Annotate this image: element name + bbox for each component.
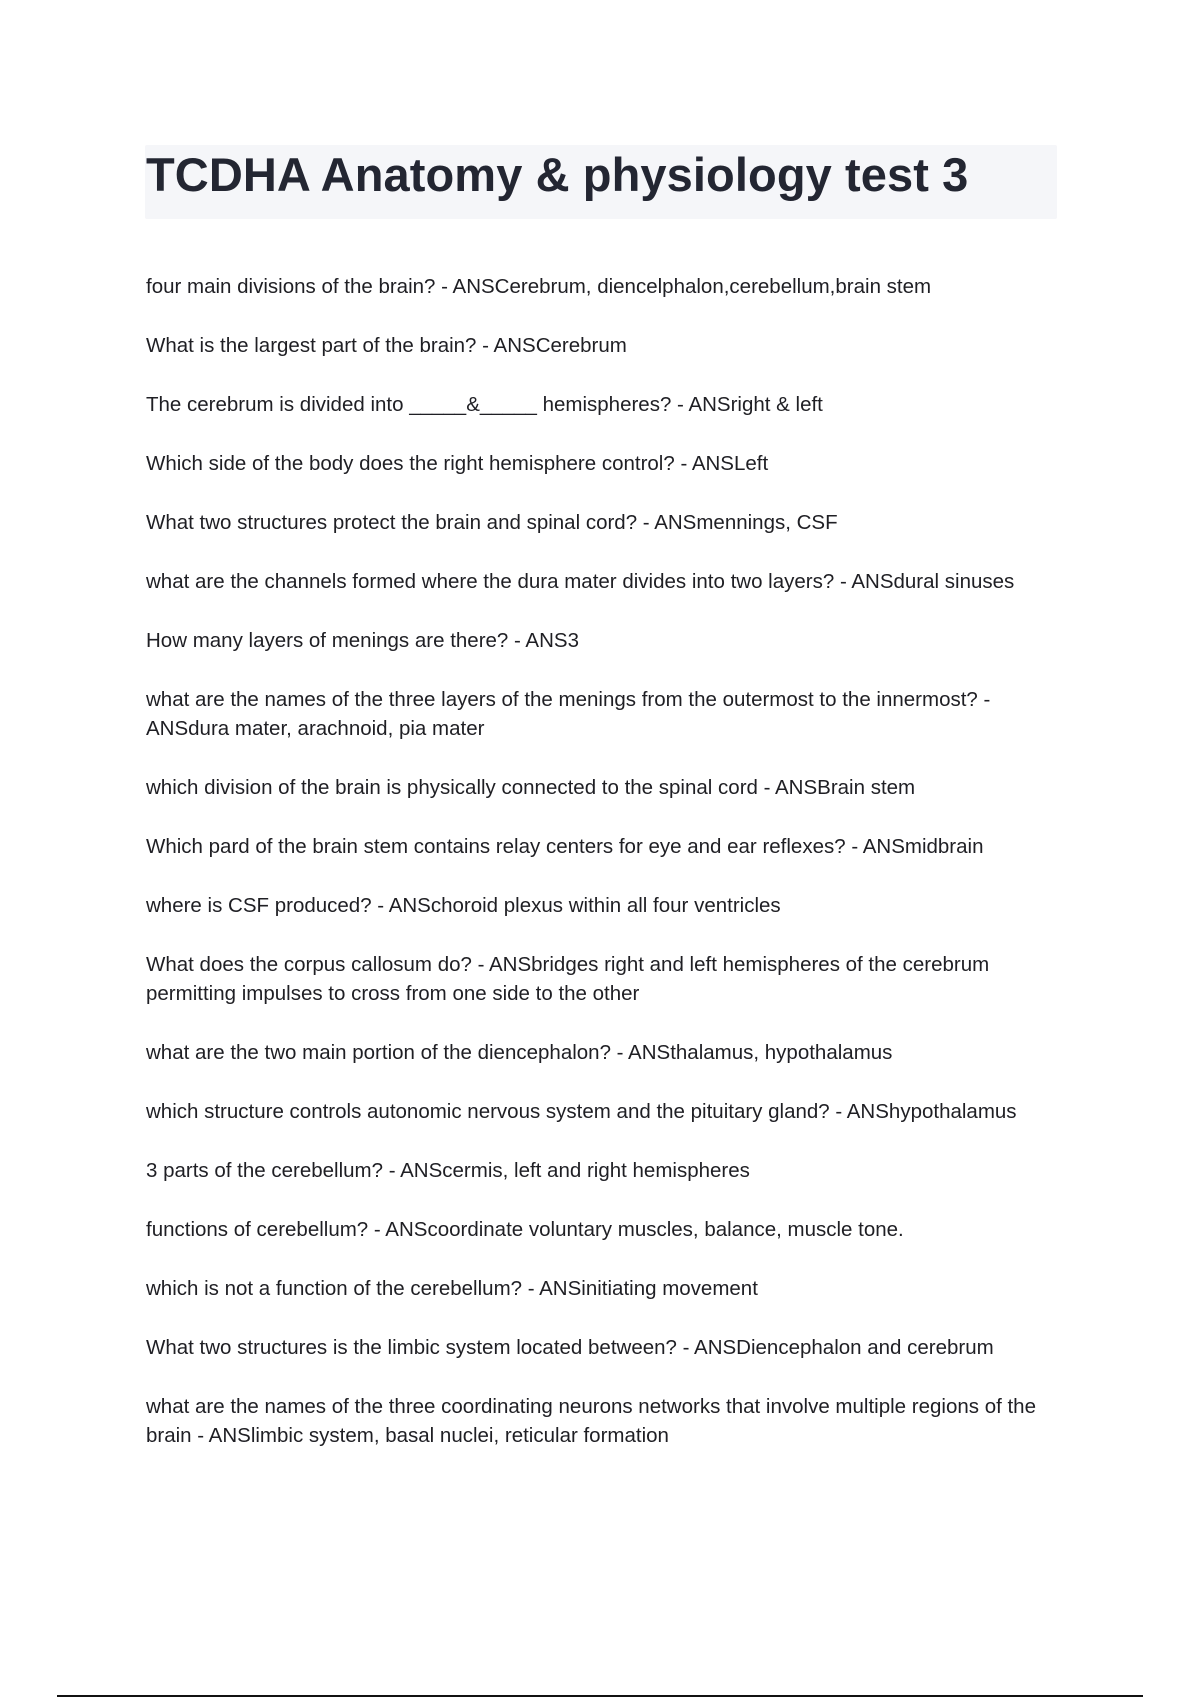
qa-item: which structure controls autonomic nervous system and the pituitary gland? - ANShypothalamus bbox=[146, 1100, 1017, 1123]
qa-item: four main divisions of the brain? - ANSCerebrum, diencelphalon,cerebellum,brain stem bbox=[146, 275, 932, 298]
qa-item: Which side of the body does the right hemisphere control? - ANSLeft bbox=[146, 452, 769, 475]
qa-item: What two structures protect the brain and spinal cord? - ANSmennings, CSF bbox=[146, 511, 838, 534]
qa-item: functions of cerebellum? - ANScoordinate voluntary muscles, balance, muscle tone. bbox=[146, 1218, 904, 1241]
qa-item: what are the names of the three coordinating neurons networks that involve multiple regions of the brain - ANSlimbic system, basal nuclei, reticular formation bbox=[146, 1395, 1036, 1447]
qa-item: What two structures is the limbic system located between? - ANSDiencephalon and cerebrum bbox=[146, 1336, 994, 1359]
qa-item: 3 parts of the cerebellum? - ANScermis, left and right hemispheres bbox=[146, 1159, 750, 1182]
qa-item: The cerebrum is divided into _____&_____ hemispheres? - ANSright & left bbox=[146, 393, 823, 416]
page-title: TCDHA Anatomy & physiology test 3 bbox=[146, 148, 969, 201]
qa-item: What is the largest part of the brain? - ANSCerebrum bbox=[146, 334, 627, 357]
footer-divider bbox=[57, 1695, 1143, 1697]
qa-item: Which pard of the brain stem contains relay centers for eye and ear reflexes? - ANSmidbrain bbox=[146, 835, 984, 858]
qa-item: what are the channels formed where the dura mater divides into two layers? - ANSdural sinuses bbox=[146, 570, 1015, 593]
qa-item: What does the corpus callosum do? - ANSbridges right and left hemispheres of the cerebrum permitting impulses to cross from one side to the other bbox=[146, 953, 990, 1005]
qa-item: which is not a function of the cerebellum? - ANSinitiating movement bbox=[146, 1277, 758, 1300]
qa-item: which division of the brain is physically connected to the spinal cord - ANSBrain stem bbox=[146, 776, 916, 799]
qa-item: what are the two main portion of the diencephalon? - ANSthalamus, hypothalamus bbox=[146, 1041, 893, 1064]
question-answer-list bbox=[146, 272, 1062, 1480]
qa-item: where is CSF produced? - ANSchoroid plexus within all four ventricles bbox=[146, 894, 781, 917]
qa-item: How many layers of menings are there? - ANS3 bbox=[146, 629, 579, 652]
qa-item: what are the names of the three layers of the menings from the outermost to the innermost? - ANSdura mater, arachnoid, pia mater bbox=[146, 688, 991, 740]
